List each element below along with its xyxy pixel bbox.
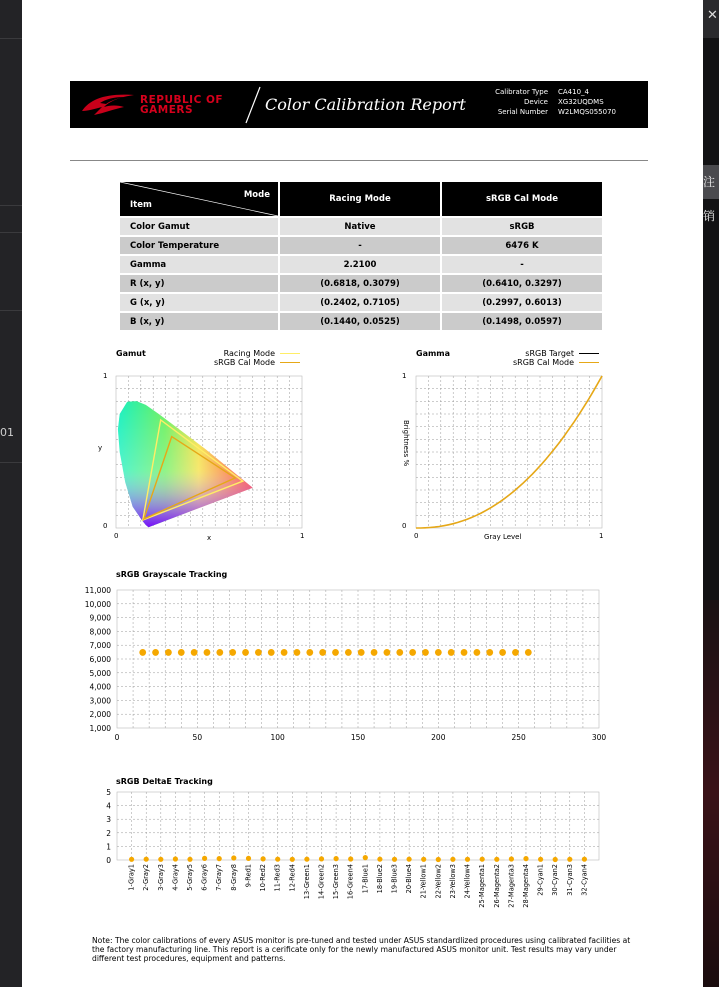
meta-label: Calibrator Type <box>495 88 548 96</box>
grayscale-y-tick: 8,000 <box>89 627 111 637</box>
grayscale-y-tick: 4,000 <box>89 682 111 692</box>
grayscale-x-tick: 100 <box>270 733 285 742</box>
grayscale-x-tick: 300 <box>591 733 607 742</box>
srgb-value: (0.6410, 0.3297) <box>442 275 602 292</box>
close-icon[interactable]: ✕ <box>707 8 718 23</box>
grayscale-point <box>473 649 480 656</box>
deltae-category-label: 6-Gray6 <box>200 864 209 891</box>
deltae-point <box>144 857 149 862</box>
background-left-panel <box>0 0 22 987</box>
deltae-point <box>334 856 339 861</box>
deltae-point <box>275 857 280 862</box>
table-row <box>120 294 602 311</box>
deltae-point <box>246 856 251 861</box>
deltae-category-label: 30-Cyan2 <box>551 864 560 896</box>
grayscale-point <box>255 649 262 656</box>
deltae-category-label: 13-Green1 <box>302 864 311 900</box>
deltae-point <box>217 856 222 861</box>
legend-label: sRGB Cal Mode <box>213 358 275 367</box>
deltae-category-label: 15-Green3 <box>332 864 341 900</box>
deltae-point <box>187 857 192 862</box>
deltae-category-label: 32-Cyan4 <box>580 864 589 896</box>
racing-value: (0.2402, 0.7105) <box>280 294 440 311</box>
deltae-category-label: 24-Yellow4 <box>463 864 472 899</box>
legend-entry <box>172 349 300 358</box>
grayscale-point <box>294 649 301 656</box>
deltae-y-tick: 1 <box>106 842 111 852</box>
deltae-category-label: 31-Cyan3 <box>565 864 574 896</box>
grayscale-point <box>332 649 339 656</box>
mode-comparison-table <box>118 180 604 332</box>
grayscale-point <box>371 649 378 656</box>
grayscale-y-tick: 3,000 <box>89 696 111 706</box>
legend-entry <box>472 358 599 367</box>
deltae-category-label: 8-Gray8 <box>229 864 238 891</box>
report-page <box>22 0 703 987</box>
gamma-x-tick-max: 1 <box>599 532 604 540</box>
deltae-category-label: 14-Green2 <box>317 864 326 900</box>
row-label: Color Gamut <box>120 218 278 235</box>
grayscale-point <box>152 649 159 656</box>
racing-value: (0.6818, 0.3079) <box>280 275 440 292</box>
deltae-point <box>582 857 587 862</box>
grayscale-x-tick: 50 <box>192 733 203 742</box>
legend-swatch <box>579 353 599 354</box>
racing-value: (0.1440, 0.0525) <box>280 313 440 330</box>
column-header: Racing Mode <box>280 182 440 216</box>
deltae-category-label: 3-Gray3 <box>156 864 165 891</box>
row-label: Gamma <box>120 256 278 273</box>
grayscale-point <box>525 649 532 656</box>
cie-locus-shade <box>118 401 253 527</box>
deltae-point <box>231 855 236 860</box>
deltae-category-label: 27-Magenta3 <box>507 864 516 908</box>
deltae-point <box>392 857 397 862</box>
deltae-category-label: 23-Yellow3 <box>448 864 457 899</box>
gamut-y-tick-max: 1 <box>103 372 108 380</box>
grayscale-y-tick: 9,000 <box>89 613 111 623</box>
grayscale-point <box>486 649 493 656</box>
grayscale-point <box>229 649 236 656</box>
srgb-value: (0.2997, 0.6013) <box>442 294 602 311</box>
table-header-row <box>120 182 602 216</box>
srgb-value: (0.1498, 0.0597) <box>442 313 602 330</box>
grayscale-x-tick: 0 <box>114 733 120 742</box>
grayscale-chart-title: sRGB Grayscale Tracking <box>116 570 228 579</box>
divider <box>0 310 22 311</box>
grayscale-point <box>216 649 223 656</box>
row-label: G (x, y) <box>120 294 278 311</box>
gamut-y-label: y <box>98 444 103 452</box>
corner-mode-label: Mode <box>243 190 270 200</box>
table-row <box>120 256 602 273</box>
grayscale-point <box>499 649 506 656</box>
table-row <box>120 218 602 235</box>
deltae-category-label: 11-Red3 <box>273 864 282 892</box>
grayscale-point <box>319 649 326 656</box>
legend-entry <box>172 358 300 367</box>
deltae-category-label: 26-Magenta2 <box>492 864 501 908</box>
srgb-value: - <box>442 256 602 273</box>
deltae-point <box>319 856 324 861</box>
grayscale-point <box>204 649 211 656</box>
divider <box>0 205 22 206</box>
grayscale-point <box>409 649 416 656</box>
deltae-point <box>465 857 470 862</box>
grayscale-point <box>268 649 275 656</box>
brand-logo-text <box>140 95 223 115</box>
deltae-point <box>494 857 499 862</box>
gamut-legend <box>172 349 300 367</box>
divider <box>0 38 22 39</box>
gamma-y-label: Brightness % <box>402 420 410 467</box>
gamma-x-label: Gray Level <box>484 533 522 541</box>
grayscale-y-tick: 7,000 <box>89 641 111 651</box>
grayscale-x-tick: 250 <box>511 733 526 742</box>
gamut-x-label: x <box>207 534 212 542</box>
meta-row <box>494 87 616 97</box>
deltae-category-label: 4-Gray4 <box>171 864 180 891</box>
grayscale-y-tick: 10,000 <box>84 599 111 609</box>
deltae-category-label: 18-Blue2 <box>375 864 384 894</box>
legend-swatch <box>280 362 300 363</box>
brand-line-2: GAMERS <box>140 104 194 116</box>
meta-row <box>494 107 616 117</box>
deltae-point <box>129 857 134 862</box>
srgb-value: 6476 K <box>442 237 602 254</box>
deltae-y-tick: 4 <box>106 801 111 811</box>
corner-item-label: Item <box>130 200 152 210</box>
gamut-y-tick-min: 0 <box>103 522 108 530</box>
deltae-category-label: 10-Red2 <box>259 864 268 892</box>
deltae-category-label: 12-Red4 <box>288 864 297 892</box>
deltae-point <box>377 857 382 862</box>
rog-eye-icon <box>80 91 136 117</box>
deltae-category-label: 22-Yellow2 <box>434 864 443 899</box>
deltae-point <box>450 857 455 862</box>
deltae-point <box>261 856 266 861</box>
column-header: sRGB Cal Mode <box>442 182 602 216</box>
background-right-panel <box>703 0 719 987</box>
deltae-point <box>202 856 207 861</box>
grayscale-x-tick: 200 <box>431 733 446 742</box>
deltae-point <box>407 857 412 862</box>
deltae-point <box>538 857 543 862</box>
table-row <box>120 313 602 330</box>
legend-swatch <box>280 353 300 354</box>
deltae-point <box>290 857 295 862</box>
deltae-point <box>304 857 309 862</box>
grayscale-y-tick: 1,000 <box>89 724 111 733</box>
slash-divider <box>242 85 264 125</box>
row-label: R (x, y) <box>120 275 278 292</box>
deltae-category-label: 21-Yellow1 <box>419 864 428 899</box>
brand-line-1: REPUBLIC OF <box>140 94 224 106</box>
deltae-category-label: 17-Blue1 <box>361 864 370 894</box>
deltae-category-label: 7-Gray7 <box>215 864 224 891</box>
legend-swatch <box>579 362 599 363</box>
table-corner-cell <box>120 182 278 216</box>
meta-label: Device <box>524 98 548 106</box>
grayscale-point <box>448 649 455 656</box>
grayscale-point <box>281 649 288 656</box>
deltae-point <box>480 857 485 862</box>
grayscale-point <box>435 649 442 656</box>
legend-label: Racing Mode <box>223 349 275 358</box>
report-title: Color Calibration Report <box>265 95 466 114</box>
deltae-point <box>509 856 514 861</box>
grayscale-point <box>306 649 313 656</box>
meta-label: Serial Number <box>497 108 548 116</box>
legend-label: sRGB Target <box>525 349 574 358</box>
racing-value: 2.2100 <box>280 256 440 273</box>
deltae-category-label: 16-Green4 <box>346 864 355 900</box>
grayscale-point <box>139 649 146 656</box>
grayscale-x-tick: 150 <box>350 733 366 742</box>
deltae-y-tick: 2 <box>106 828 111 838</box>
deltae-point <box>553 857 558 862</box>
deltae-point <box>173 856 178 861</box>
table-row <box>120 237 602 254</box>
deltae-point <box>421 857 426 862</box>
deltae-category-label: 20-Blue4 <box>405 864 414 894</box>
deltae-category-label: 5-Gray5 <box>186 864 194 891</box>
grayscale-point <box>191 649 198 656</box>
grayscale-point <box>461 649 468 656</box>
gamut-chart-title: Gamut <box>116 349 146 358</box>
logout-button[interactable]: 注销 <box>703 165 719 199</box>
gamma-chart <box>416 376 602 528</box>
deltae-category-label: 9-Red1 <box>244 864 253 888</box>
table-row <box>120 275 602 292</box>
srgb-value: sRGB <box>442 218 602 235</box>
grayscale-tracking-chart <box>22 582 622 744</box>
divider <box>0 462 22 463</box>
report-banner <box>70 81 648 128</box>
plot-frame <box>117 792 599 860</box>
disclaimer-note: Note: The color calibrations of every ASUS monitor is pre-tuned and tested under ASUS standardlized procedures using calibrated facilities at the factory manufacturing line. This report is a cerificate only for the newly manufactured ASUS monitor unit. Test results may vary under different test procedures, equipment and patterns. <box>92 936 631 963</box>
deltae-category-label: 28-Magenta4 <box>522 864 530 908</box>
row-label: Color Temperature <box>120 237 278 254</box>
grayscale-point <box>165 649 172 656</box>
gamma-chart-title: Gamma <box>416 349 451 358</box>
divider <box>0 232 22 233</box>
gamma-x-tick-min: 0 <box>414 532 419 540</box>
background-glow <box>703 600 719 987</box>
meta-value: XG32UQDMS <box>558 98 604 106</box>
deltae-point <box>348 856 353 861</box>
grayscale-y-tick: 6,000 <box>89 655 111 664</box>
deltae-category-label: 2-Gray2 <box>142 864 151 891</box>
meta-value: W2LMQS055070 <box>558 108 616 116</box>
gamma-y-tick-min: 0 <box>402 522 407 530</box>
deltae-category-label: 29-Cyan1 <box>536 864 545 896</box>
deltae-point <box>436 857 441 862</box>
grayscale-y-tick: 2,000 <box>89 710 111 720</box>
grayscale-point <box>358 649 365 656</box>
deltae-tracking-chart <box>22 786 622 906</box>
grayscale-y-tick: 11,000 <box>84 586 111 595</box>
gamut-chart <box>116 376 302 528</box>
grayscale-point <box>345 649 352 656</box>
deltae-point <box>363 855 368 860</box>
header-rule <box>70 160 648 161</box>
deltae-category-label: 25-Magenta1 <box>478 864 487 908</box>
deltae-point <box>567 857 572 862</box>
grayscale-point <box>242 649 249 656</box>
meta-value: CA410_4 <box>558 88 589 96</box>
background-number: 01 <box>0 426 14 439</box>
meta-row <box>494 97 616 107</box>
grayscale-point <box>396 649 403 656</box>
deltae-point <box>523 856 528 861</box>
grayscale-point <box>178 649 185 656</box>
deltae-point <box>158 857 163 862</box>
gamut-x-tick-max: 1 <box>300 532 305 540</box>
deltae-chart-title: sRGB DeltaE Tracking <box>116 777 213 786</box>
row-label: B (x, y) <box>120 313 278 330</box>
deltae-y-tick: 5 <box>106 788 111 797</box>
deltae-category-label: 1-Gray1 <box>127 864 136 891</box>
racing-value: - <box>280 237 440 254</box>
gamut-x-tick-min: 0 <box>114 532 119 540</box>
racing-value: Native <box>280 218 440 235</box>
grayscale-point <box>384 649 391 656</box>
grayscale-point <box>422 649 429 656</box>
grayscale-point <box>512 649 519 656</box>
grayscale-y-tick: 5,000 <box>89 668 111 678</box>
calibrator-meta <box>494 87 616 117</box>
gamma-y-tick-max: 1 <box>402 372 407 380</box>
legend-entry <box>472 349 599 358</box>
deltae-y-tick: 3 <box>106 815 111 825</box>
gamma-legend <box>472 349 599 367</box>
legend-label: sRGB Cal Mode <box>512 358 574 367</box>
deltae-category-label: 19-Blue3 <box>390 864 399 894</box>
deltae-y-tick: 0 <box>106 856 111 865</box>
